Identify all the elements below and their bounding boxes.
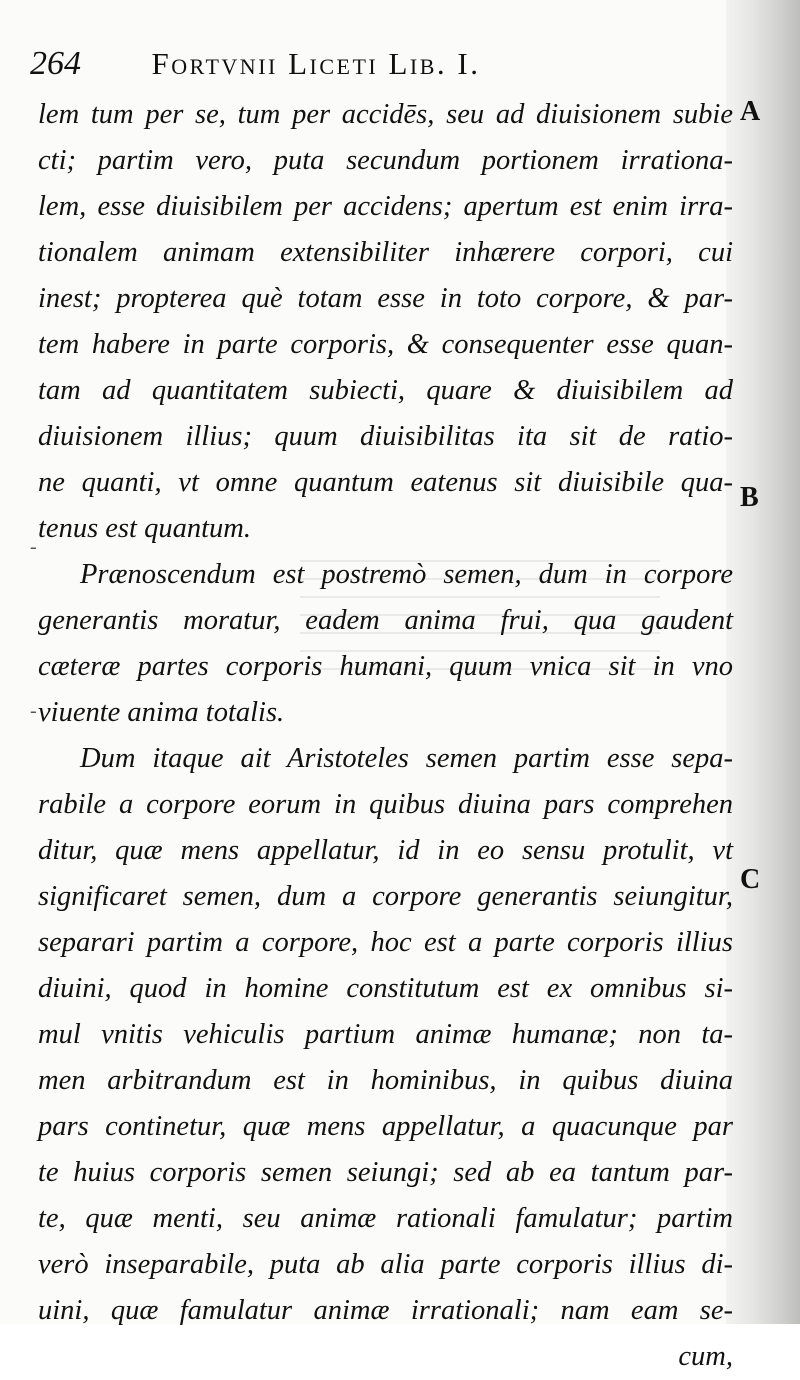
text-line: diuini, quod in homine constitutum est ex omnibus si- bbox=[38, 973, 733, 1004]
text-line: ne quanti, vt omne quantum eatenus sit diuisibile qua- bbox=[38, 467, 733, 498]
paragraph-dash-mark: - bbox=[30, 536, 37, 558]
text-line: men arbitrandum est in hominibus, in quibus diuina bbox=[38, 1065, 733, 1096]
page-gutter-shadow bbox=[726, 0, 800, 1324]
text-line: tam ad quantitatem subiecti, quare & diuisibilem ad bbox=[38, 375, 733, 406]
paragraph bbox=[38, 552, 733, 736]
text-line: significaret semen, dum a corpore generantis seiungitur, bbox=[38, 881, 733, 912]
text-line: rabile a corpore eorum in quibus diuina pars comprehen bbox=[38, 789, 733, 820]
text-line: pars continetur, quæ mens appellatur, a quacunque par bbox=[38, 1111, 733, 1142]
text-line: te, quæ menti, seu animæ rationali famulatur; partim bbox=[38, 1203, 733, 1234]
text-line: cum, bbox=[678, 1341, 733, 1372]
text-line: tionalem animam extensibiliter inhærere corpori, cui bbox=[38, 237, 733, 268]
text-line: generantis moratur, eadem anima frui, qua gaudent bbox=[38, 605, 733, 636]
body-text bbox=[38, 92, 733, 1380]
text-line: mul vnitis vehiculis partium animæ humanæ; non ta- bbox=[38, 1019, 733, 1050]
running-title: Fortvnii Liceti Lib. I. bbox=[151, 46, 481, 81]
text-line: te huius corporis semen seiungi; sed ab ea tantum par- bbox=[38, 1157, 733, 1188]
text-line: tem habere in parte corporis, & consequenter esse quan- bbox=[38, 329, 733, 360]
margin-letter-a: A bbox=[740, 96, 761, 127]
text-line: diuisionem illius; quum diuisibilitas ita sit de ratio- bbox=[38, 421, 733, 452]
text-line: cæteræ partes corporis humani, quum vnica sit in vno bbox=[38, 651, 733, 682]
text-line: tenus est quantum. bbox=[38, 513, 251, 544]
paragraph-dash-mark: - bbox=[30, 700, 37, 722]
text-line: cti; partim vero, puta secundum portionem irrationa- bbox=[38, 145, 733, 176]
page-number: 264 bbox=[30, 45, 81, 82]
page-header bbox=[30, 42, 481, 86]
text-line: inest; propterea què totam esse in toto corpore, & par- bbox=[38, 283, 733, 314]
text-line: Prænoscendum est postremò semen, dum in corpore bbox=[80, 559, 733, 590]
margin-letter-c: C bbox=[740, 864, 761, 895]
text-line: lem, esse diuisibilem per accidens; apertum est enim irra- bbox=[38, 191, 733, 222]
text-line: uini, quæ famulatur animæ irrationali; nam eam se- bbox=[38, 1295, 733, 1326]
text-line: separari partim a corpore, hoc est a parte corporis illius bbox=[38, 927, 733, 958]
paragraph bbox=[38, 92, 733, 552]
text-line: Dum itaque ait Aristoteles semen partim esse sepa- bbox=[80, 743, 733, 774]
text-line: viuente anima totalis. bbox=[38, 697, 285, 728]
text-line: verò inseparabile, puta ab alia parte corporis illius di- bbox=[38, 1249, 733, 1280]
margin-letter-b: B bbox=[740, 482, 759, 513]
text-line: lem tum per se, tum per accidēs, seu ad diuisionem subie bbox=[38, 99, 733, 130]
text-line: ditur, quæ mens appellatur, id in eo sensu protulit, vt bbox=[38, 835, 733, 866]
paragraph bbox=[38, 736, 733, 1380]
